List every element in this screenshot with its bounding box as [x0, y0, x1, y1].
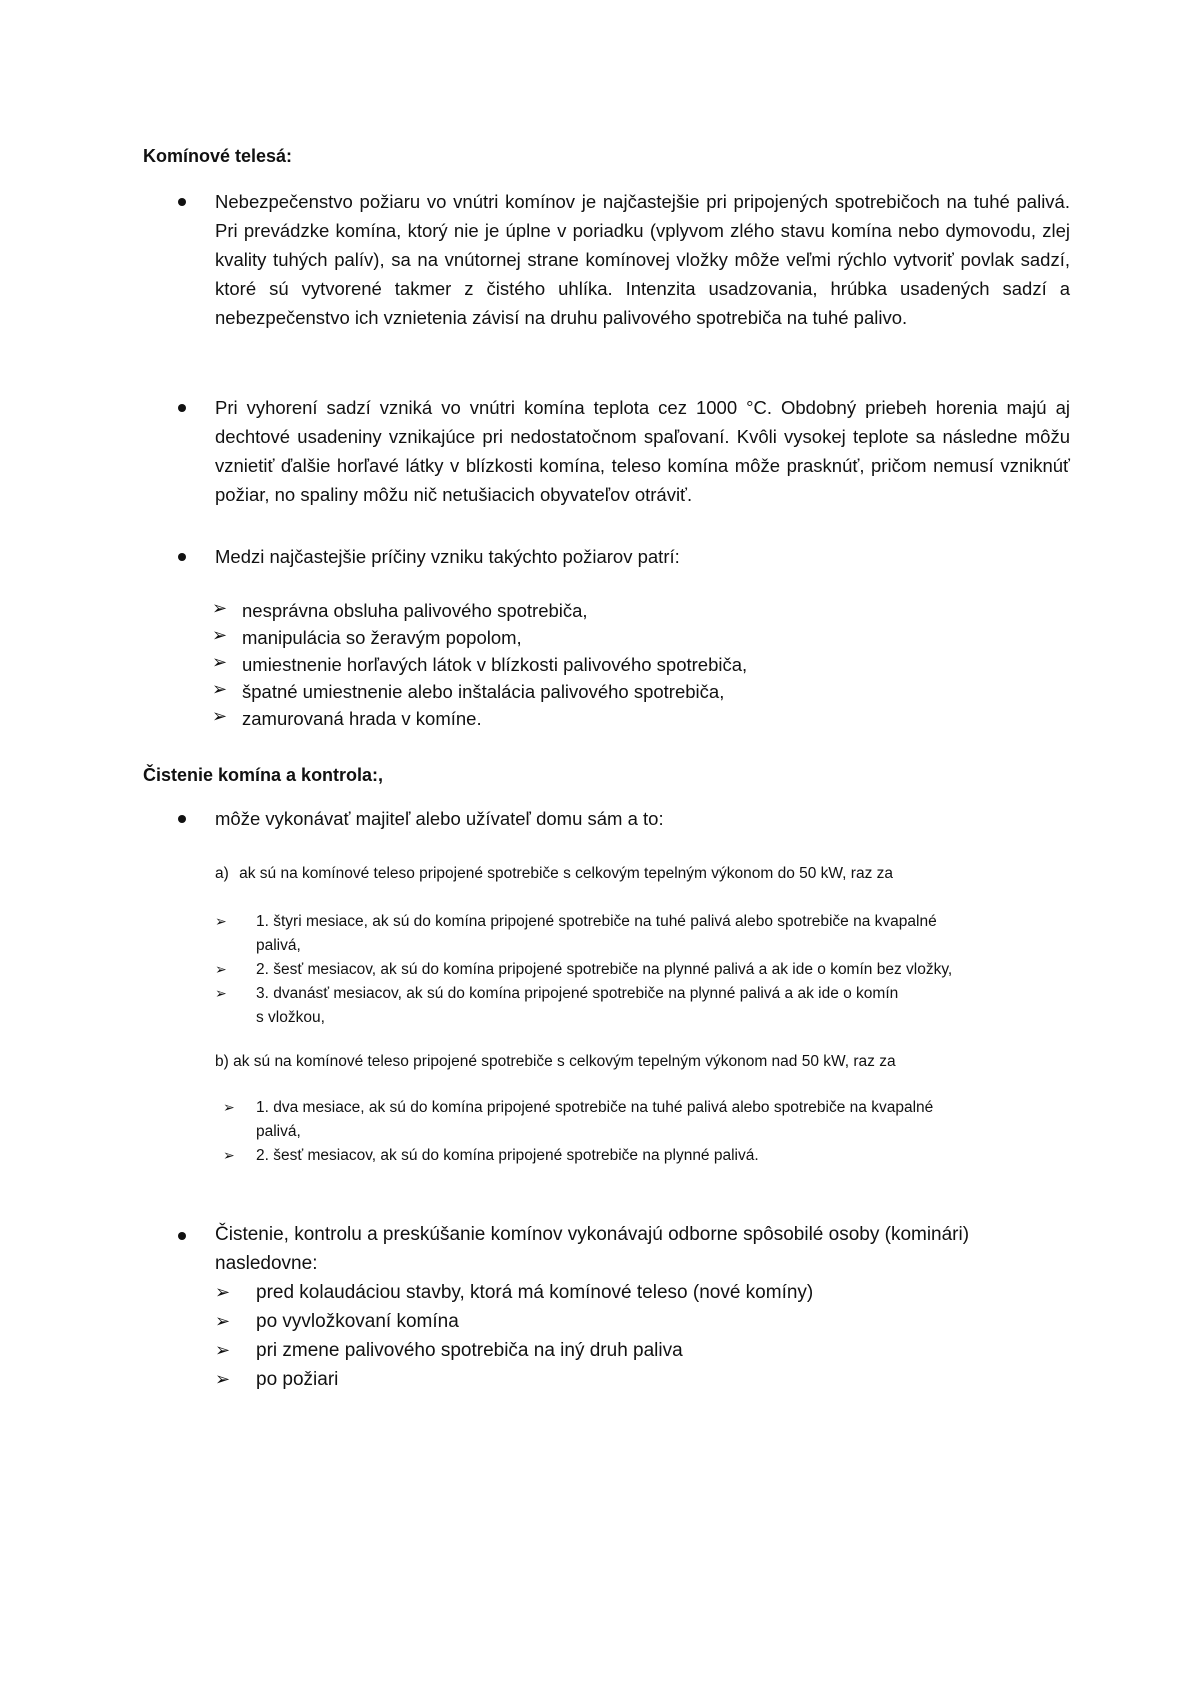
list-item-text: 2. šesť mesiacov, ak sú do komína pripojené spotrebiče na plynné palivá a ak ide o komín bez vložky, — [256, 961, 953, 978]
arrow-bullet-icon: ➢ — [215, 1282, 231, 1302]
list-item-text: palivá, — [256, 1123, 301, 1140]
arrow-bullet-icon: ➢ — [212, 652, 228, 672]
paragraph-soot-burning: Pri vyhorení sadzí vzniká vo vnútri komína teplota cez 1000 °C. Obdobný priebeh horenia majú aj dechtové usadeniny vznikajúce pri nedostatočnom spaľovaní. Kvôli vysokej teplote sa následne môžu vznietiť ďalšie horľavé látky v blízkosti komína, teleso komína môže prasknúť, pričom nemusí vzniknúť požiar, no spaliny môžu nič netušiacich obyvateľov otráviť. — [215, 397, 1070, 505]
list-item-text: pred kolaudáciou stavby, ktorá má komínové teleso (nové komíny) — [256, 1282, 814, 1303]
list-item-text: palivá, — [256, 937, 301, 954]
arrow-bullet-icon: ➢ — [215, 1311, 231, 1331]
list-item — [212, 651, 747, 678]
subsection-a — [215, 862, 893, 886]
subsection-b: b) ak sú na komínové teleso pripojené spotrebiče s celkovým tepelným výkonom nad 50 kW, raz za — [215, 1053, 896, 1070]
bullet-dot — [178, 404, 186, 412]
arrow-bullet-icon: ➢ — [212, 706, 228, 726]
list-item-text: špatné umiestnenie alebo inštalácia palivového spotrebiča, — [242, 681, 725, 702]
list-item-text: 1. dva mesiace, ak sú do komína pripojené spotrebiče na tuhé palivá alebo spotrebiče na kvapalné — [256, 1099, 934, 1116]
arrow-bullet-icon: ➢ — [215, 1340, 231, 1360]
list-item — [212, 624, 747, 651]
arrow-bullet-icon: ➢ — [215, 961, 227, 977]
list-item — [212, 678, 747, 705]
arrow-bullet-icon: ➢ — [223, 1099, 235, 1115]
paragraph-owner-cleaning: môže vykonávať majiteľ alebo užívateľ domu sám a to: — [215, 808, 664, 829]
paragraph-fire-risk: Nebezpečenstvo požiaru vo vnútri komínov je najčastejšie pri pripojených spotrebičoch na tuhé palivá. Pri prevádzke komína, ktorý nie je úplne v poriadku (vplyvom zlého stavu komína nebo dymovodu, zlej kvality tuhých palív), sa na vnútornej strane komínovej vložky môže veľmi rýchlo vytvoriť povlak sadzí, ktoré sú vytvorené takmer z čistého uhlíka. Intenzita usadzovania, hrúbka usadených sadzí a nebezpečenstvo ich vznietenia závisí na druhu palivového spotrebiča na tuhé palivo. — [215, 191, 1070, 328]
when-list — [215, 1278, 813, 1394]
list-item — [215, 1365, 813, 1394]
arrow-bullet-icon: ➢ — [215, 985, 227, 1001]
heading-kominove-telesa: Komínové telesá: — [143, 146, 293, 166]
list-item — [256, 1096, 933, 1144]
list-item-text: pri zmene palivového spotrebiča na iný druh paliva — [256, 1340, 683, 1361]
list-item — [212, 705, 747, 732]
list-item — [256, 982, 898, 1030]
list-item-text: s vložkou, — [256, 1009, 325, 1026]
bullet-dot — [178, 815, 186, 823]
bullet-dot — [178, 198, 186, 206]
list-item-text: po vyvložkovaní komína — [256, 1311, 459, 1332]
subsection-a-label: a) — [215, 865, 229, 882]
list-item-text: zamurovaná hrada v komíne. — [242, 708, 482, 729]
arrow-bullet-icon: ➢ — [212, 679, 228, 699]
list-item — [256, 1144, 759, 1168]
causes-list — [212, 597, 747, 732]
list-item — [256, 958, 952, 982]
list-item-text: po požiari — [256, 1369, 339, 1390]
arrow-bullet-icon: ➢ — [212, 625, 228, 645]
list-item-text: umiestnenie horľavých látok v blízkosti palivového spotrebiča, — [242, 654, 748, 675]
paragraph-line: Čistenie, kontrolu a preskúšanie komínov vykonávajú odborne spôsobilé osoby (kominári) — [215, 1224, 970, 1245]
list-item-text: nesprávna obsluha palivového spotrebiča, — [242, 600, 588, 621]
arrow-bullet-icon: ➢ — [215, 1369, 231, 1389]
paragraph-causes-intro: Medzi najčastejšie príčiny vzniku takýchto požiarov patrí: — [215, 546, 680, 567]
paragraph-line: nasledovne: — [215, 1253, 318, 1274]
subsection-a-text: ak sú na komínové teleso pripojené spotrebiče s celkovým tepelným výkonom do 50 kW, raz za — [239, 865, 894, 882]
list-item-text: 1. štyri mesiace, ak sú do komína pripojené spotrebiče na tuhé palivá alebo spotrebiče na kvapalné — [256, 913, 937, 930]
arrow-bullet-icon: ➢ — [212, 598, 228, 618]
list-item — [212, 597, 747, 624]
heading-cistenie-komina: Čistenie komína a kontrola:, — [143, 765, 384, 785]
arrow-bullet-icon: ➢ — [223, 1147, 235, 1163]
list-item-text: 2. šesť mesiacov, ak sú do komína pripojené spotrebiče na plynné palivá. — [256, 1147, 759, 1164]
list-item — [256, 910, 937, 958]
list-item — [215, 1278, 813, 1307]
list-item-text: 3. dvanásť mesiacov, ak sú do komína pripojené spotrebiče na plynné palivá a ak ide o komín — [256, 985, 899, 1002]
bullet-dot — [178, 553, 186, 561]
list-item — [215, 1336, 813, 1365]
list-item — [215, 1307, 813, 1336]
bullet-dot — [178, 1232, 186, 1240]
arrow-bullet-icon: ➢ — [215, 913, 227, 929]
list-item-text: manipulácia so žeravým popolom, — [242, 627, 522, 648]
paragraph-chimney-sweeps — [215, 1220, 969, 1278]
